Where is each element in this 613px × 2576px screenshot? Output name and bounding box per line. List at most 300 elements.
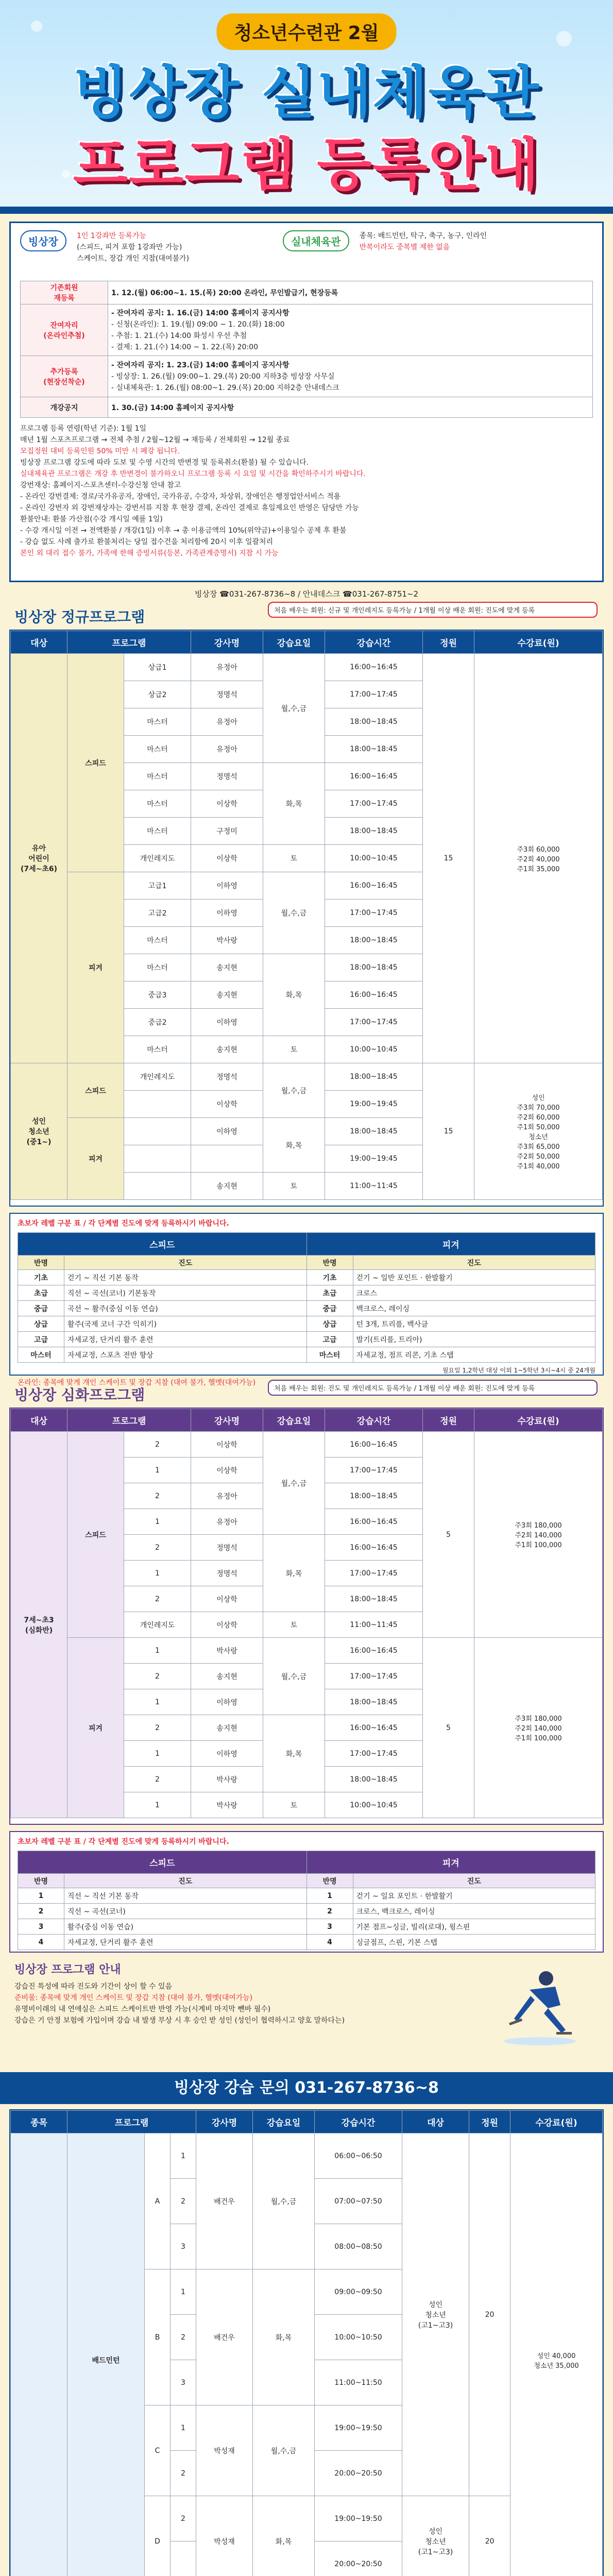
adv-head-target: 대상 (11, 1409, 67, 1432)
gym-cell-6: 09:00~09:50 (315, 2269, 402, 2315)
legend-cell-2: 상급 (306, 1316, 353, 1332)
gym-cell-6: 10:00~10:50 (315, 2315, 402, 2360)
gym-cell-5: 화,목 (253, 2496, 315, 2576)
cell-5: 18:00~18:45 (325, 1767, 423, 1792)
gym-cell-3: 2 (171, 2451, 196, 2496)
legend-cell-3: 걷기 ~ 일요 포인트 · 한발활기 (353, 1888, 595, 1904)
legend-cell-2: 3 (306, 1919, 353, 1935)
cell-3: 송지현 (191, 1173, 263, 1200)
rule-10: - 수강 개시일 이전 → 전액환불 / 개강(1일) 이후 → 총 이용금액의 10%(위약금)+이용일수 공제 후 환불 (20, 527, 347, 535)
cell-3: 이하영 (191, 900, 263, 927)
legend-cell-2: 중급 (306, 1301, 353, 1316)
cell-3: 이상학 (191, 1091, 263, 1118)
cell-3: 박사랑 (191, 1792, 263, 1818)
cell-5: 17:00~17:45 (325, 1561, 423, 1586)
cell-1: 피겨 (67, 1118, 124, 1200)
adv-head-program: 프로그램 (67, 1409, 191, 1432)
hero-banner (0, 0, 613, 214)
schedule-line-3c: - 실내체육관: 1. 26.(월) 08:00~1. 29.(목) 20:00 지하2층 안내데스크 (111, 383, 339, 392)
cell-2: 개인레지도 (124, 1063, 191, 1091)
cell-5: 10:00~10:45 (325, 845, 423, 872)
cell-3: 이하영 (191, 1689, 263, 1715)
legend-row (18, 1301, 595, 1316)
cell-3: 이하영 (191, 1118, 263, 1145)
cell-5: 18:00~18:45 (325, 1118, 423, 1145)
cell-5: 10:00~10:45 (325, 1792, 423, 1818)
cell-2 (124, 1091, 191, 1118)
schedule-text-4: 1. 30.(금) 14:00 홈페이지 공지사항 (108, 397, 593, 418)
cell-5: 19:00~19:45 (325, 1091, 423, 1118)
legend-cell-3: 백크로스, 레이싱 (353, 1301, 595, 1316)
regular-legend-title: 초보자 레벨 구분 표 / 각 단계별 진도에 맞게 등록하시기 바랍니다. (18, 1219, 229, 1228)
gym-cell-3: 1 (171, 2269, 196, 2315)
gym-cell-6: 20:00~20:50 (315, 2541, 402, 2576)
regular-program-table-box (9, 630, 604, 1207)
table-row (11, 1063, 603, 1091)
cell-4: 월,수,금 (263, 1432, 325, 1535)
gym-program-table (10, 2110, 603, 2576)
cell-5: 18:00~18:45 (325, 708, 423, 736)
cell-5: 17:00~17:45 (325, 1741, 423, 1767)
cell-2: 2 (124, 1432, 191, 1458)
cell-2: 2 (124, 1715, 191, 1741)
cell-1: 스피드 (67, 1432, 124, 1638)
cell-5: 16:00~16:45 (325, 872, 423, 900)
legend-cell-1: 자세교정, 단거리 활주 훈련 (64, 1935, 307, 1950)
adv-legend-sub-3: 반명 (306, 1874, 353, 1888)
cell-4: 화,목 (263, 1535, 325, 1612)
gym-cell-6: 19:00~19:50 (315, 2405, 402, 2451)
rule-7: - 온라인 강번결제: 경로/국가유공자, 장애인, 국가유공, 수강자, 차상위, 장애인은 행정업안서비스 적용 (20, 493, 341, 501)
legend-cell-1: 직선 ~ 곡선(코너) (64, 1904, 307, 1919)
rule-2: 매년 1월 스포츠프로그램 → 전체 추첨 / 2월~12월 → 재등록 / 전체회원 → 12월 종료 (20, 436, 290, 444)
cell-4: 월,수,금 (263, 1063, 325, 1118)
cell-2: 1 (124, 1458, 191, 1483)
cell-5: 17:00~17:45 (325, 681, 423, 708)
cell-1: 피겨 (67, 1638, 124, 1818)
cell-5: 16:00~16:45 (325, 1535, 423, 1561)
registration-overview (9, 222, 604, 582)
cell-3: 이상학 (191, 1612, 263, 1638)
advanced-callout: 처음 배우는 회원: 진도 및 개인레지도 등록가능 / 1개월 이상 배운 회원: 진도에 맞게 등록 (268, 1380, 598, 1396)
cell-2 (124, 1118, 191, 1145)
cell-5: 17:00~17:45 (325, 900, 423, 927)
cell-2: 개인레지도 (124, 1612, 191, 1638)
gym-label: 실내체육관 (283, 230, 349, 251)
cell-2: 1 (124, 1741, 191, 1767)
legend-sub-3: 반명 (306, 1256, 353, 1270)
gym-cell-8: 20 (469, 2133, 510, 2496)
cell-5: 17:00~17:45 (325, 1009, 423, 1036)
cell-5: 16:00~16:45 (325, 1638, 423, 1664)
regular-program-table (10, 631, 603, 1200)
legend-cell-0: 마스터 (18, 1347, 64, 1363)
reg-head-target: 대상 (11, 631, 67, 654)
cell-2: 마스터 (124, 927, 191, 954)
cell-3: 유정아 (191, 654, 263, 681)
cell-5: 11:00~11:45 (325, 1612, 423, 1638)
adv-legend-sub-4: 진도 (353, 1874, 595, 1888)
table-row (11, 2133, 603, 2179)
gym-cell-6: 19:00~19:50 (315, 2496, 402, 2541)
cell-2 (124, 1173, 191, 1200)
rule-5: 실내체육관 프로그램은 개강 후 반변경이 불가하오니 프로그램 등록 시 요일 및 시간을 확인하주시기 바랍니다. (20, 470, 366, 478)
cell-3: 송지현 (191, 1664, 263, 1689)
cell-7: 주3회 60,000 주2회 40,000 주1회 35,000 (474, 654, 603, 1063)
legend-cell-0: 상급 (18, 1316, 64, 1332)
cell-2: 마스터 (124, 708, 191, 736)
legend-cell-1: 직선 ~ 곡선(코너) 기본동작 (64, 1285, 307, 1301)
cell-5: 17:00~17:45 (325, 1458, 423, 1483)
schedule-line-3b: - 빙상장: 1. 26.(월) 09:00~1. 29.(목) 20:00 지하3층 빙상장 사무실 (111, 372, 335, 381)
cell-2: 상급2 (124, 681, 191, 708)
legend-cell-1: 걷기 ~ 직선 기본 동작 (64, 1270, 307, 1285)
cell-2: 1 (124, 1792, 191, 1818)
cell-1: 피겨 (67, 872, 124, 1063)
gym-cell-2: C (145, 2405, 171, 2496)
cell-3: 이하영 (191, 1741, 263, 1767)
gym-cell-5: 화,목 (253, 2269, 315, 2405)
schedule-label-2: 잔여자리 (온라인추첨) (21, 304, 108, 356)
gym-note-2: 반복이라도 중복별 제한 없음 (359, 243, 450, 251)
gym-head-instructor: 강사명 (196, 2111, 253, 2133)
cell-3: 송지현 (191, 954, 263, 981)
gym-cell-6: 20:00~20:50 (315, 2451, 402, 2496)
gym-head-sport: 종목 (11, 2111, 67, 2133)
cell-2: 2 (124, 1767, 191, 1792)
cell-3: 송지현 (191, 1715, 263, 1741)
adv-head-fee: 수강료(원) (474, 1409, 603, 1432)
legend-cell-0: 2 (18, 1904, 64, 1919)
gym-cell-5: 월,수,금 (253, 2405, 315, 2496)
gym-cell-2: A (145, 2133, 171, 2269)
legend-cell-2: 초급 (306, 1285, 353, 1301)
cell-2: 고급1 (124, 872, 191, 900)
adv-head-days: 강습요일 (263, 1409, 325, 1432)
cell-3: 유정아 (191, 1509, 263, 1535)
cell-2: 마스터 (124, 790, 191, 818)
cell-3: 송지현 (191, 981, 263, 1009)
title-line-1: 빙상장 실내체육관 (73, 60, 540, 126)
cell-5: 19:00~19:45 (325, 1145, 423, 1173)
cell-4: 토 (263, 1612, 325, 1638)
gym-cell-6: 07:00~07:50 (315, 2179, 402, 2224)
cell-2: 2 (124, 1535, 191, 1561)
cell-2: 중급2 (124, 1009, 191, 1036)
cell-5: 18:00~18:45 (325, 927, 423, 954)
legend-cell-3: 걷기 ~ 일반 포인트 · 한발활기 (353, 1270, 595, 1285)
rule-4: 빙상장 프로그램 강도에 따라 도보 및 수영 시간의 반변경 및 등록취소(환불) 될 수 있습니다. (20, 459, 309, 467)
schedule-line-2b: - 신청(온라인): 1. 19.(월) 09:00 ~ 1. 20.(화) 18:00 (111, 320, 285, 329)
adv-head-capacity: 정원 (423, 1409, 474, 1432)
cell-2: 1 (124, 1509, 191, 1535)
legend-cell-1: 자세교정, 단거리 활주 훈련 (64, 1332, 307, 1347)
gym-cell-3: 3 (171, 2224, 196, 2269)
advanced-program-title: 빙상장 심화프로그램 (14, 1386, 145, 1403)
cell-7: 주3회 180,000 주2회 140,000 주1회 100,000 (474, 1638, 603, 1818)
gym-cell-7: 성인 청소년 (고1~고3) (402, 2133, 469, 2496)
cell-2: 마스터 (124, 818, 191, 845)
gym-cell-3: 1 (171, 2133, 196, 2179)
gym-head-fee: 수강료(원) (510, 2111, 603, 2133)
gym-head-target: 대상 (402, 2111, 469, 2133)
cell-2: 마스터 (124, 763, 191, 790)
schedule-label-4: 개강공지 (21, 397, 108, 418)
cell-5: 18:00~18:45 (325, 736, 423, 763)
cell-3: 이하영 (191, 1009, 263, 1036)
cell-3: 박사랑 (191, 1638, 263, 1664)
cell-4: 토 (263, 845, 325, 872)
gym-head-days: 강습요일 (253, 2111, 315, 2133)
adv-legend-sub-2: 진도 (64, 1874, 307, 1888)
legend-row (18, 1904, 595, 1919)
cell-0: 성인 청소년 (중1~) (11, 1063, 67, 1200)
regular-legend-note: 월요일 1,2학년 대상 이외 1~5학년 3시~4시 중 24개월 (442, 1367, 595, 1374)
cell-5: 18:00~18:45 (325, 1586, 423, 1612)
advanced-info-title: 빙상장 프로그램 안내 (14, 1963, 121, 1976)
legend-cell-0: 초급 (18, 1285, 64, 1301)
cell-2: 마스터 (124, 736, 191, 763)
cell-4: 화,목 (263, 954, 325, 1036)
org-badge: 청소년수련관 2월 (216, 13, 396, 50)
rules-list (20, 423, 593, 559)
legend-cell-1: 자세교정, 스포츠 전반 향상 (64, 1347, 307, 1363)
skater-illustration (499, 1964, 581, 2046)
legend-row (18, 1270, 595, 1285)
cell-5: 17:00~17:45 (325, 1664, 423, 1689)
adv-head-time: 강습시간 (325, 1409, 423, 1432)
legend-cell-2: 1 (306, 1888, 353, 1904)
advanced-program-table (10, 1409, 603, 1818)
gym-cell-8: 20 (469, 2496, 510, 2576)
advanced-info (14, 1961, 599, 2069)
ice-rink-label: 빙상장 (20, 230, 66, 251)
cell-7: 주3회 180,000 주2회 140,000 주1회 100,000 (474, 1432, 603, 1638)
cell-3: 정명석 (191, 1063, 263, 1091)
cell-5: 18:00~18:45 (325, 1483, 423, 1509)
adv-head-instructor: 강사명 (191, 1409, 263, 1432)
legend-row (18, 1316, 595, 1332)
reg-head-program: 프로그램 (67, 631, 191, 654)
cell-1: 스피드 (67, 1063, 124, 1118)
schedule-line-2a: - 잔여자리 공지: 1. 16.(금) 14:00 홈페이지 공지사항 (111, 309, 290, 317)
regular-program-title: 빙상장 정규프로그램 (14, 608, 145, 625)
cell-5: 18:00~18:45 (325, 1063, 423, 1091)
gym-cell-2: D (145, 2496, 171, 2576)
advanced-legend-title: 초보자 레벨 구분 표 / 각 단계별 진도에 맞게 등록하시기 바랍니다. (18, 1838, 229, 1846)
rule-9: 환불안내: 환불 가산점(수강 개시일 예를 1일) (20, 515, 163, 523)
table-row (11, 1432, 603, 1458)
rule-12: 본인 외 대리 접수 불가, 가족에 한해 증빙서류(등본, 가족관계증명서) 지참 시 가능 (20, 549, 279, 557)
cell-6: 15 (423, 1063, 474, 1200)
gym-cell-2: B (145, 2269, 171, 2405)
cell-2: 마스터 (124, 1036, 191, 1063)
cell-0: 7세~초3 (심화반) (11, 1432, 67, 1818)
gym-head-program: 프로그램 (67, 2111, 196, 2133)
gym-cell-7: 성인 청소년 (고1~고3) (402, 2496, 469, 2576)
advanced-program-table-box (9, 1408, 604, 1825)
legend-cell-2: 마스터 (306, 1347, 353, 1363)
cell-5: 18:00~18:45 (325, 818, 423, 845)
table-row (11, 654, 603, 681)
cell-2: 고급2 (124, 900, 191, 927)
gym-cell-4: 박성재 (196, 2405, 253, 2496)
reg-head-time: 강습시간 (325, 631, 423, 654)
regular-callout: 처음 배우는 회원: 신규 및 개인레지도 등록가능 / 1개월 이상 배운 회원: 진도에 맞게 등록 (268, 602, 598, 618)
rule-6: 강번재상: 홈페이지-스포츠센터-수강신청 안내 참고 (20, 481, 181, 489)
title-line-2: 프로그램 등록안내 (73, 132, 540, 198)
cell-5: 18:00~18:45 (325, 954, 423, 981)
gym-cell-3: 3 (171, 2360, 196, 2405)
cell-4: 월,수,금 (263, 1638, 325, 1715)
legend-cell-0: 4 (18, 1935, 64, 1950)
adv-info-2: 준비물: 종목에 맞게 개인 스케이트 및 장갑 지참 (대여 불가, 헬멧(대여가능) (14, 1994, 253, 2002)
adv-info-3: 유명비이래의 내 연애실은 스피드 스케이트반 반영 가능(시계비 마지막 뺀바 필수) (14, 2005, 271, 2013)
legend-cell-0: 중급 (18, 1301, 64, 1316)
gym-cell-3: 2 (171, 2179, 196, 2224)
cell-3: 유정아 (191, 1483, 263, 1509)
cell-3 (191, 1145, 263, 1173)
cell-3: 정명석 (191, 1561, 263, 1586)
advanced-level-legend (9, 1831, 604, 1953)
legend-cell-0: 3 (18, 1919, 64, 1935)
cell-3: 이상학 (191, 845, 263, 872)
legend-cell-0: 기초 (18, 1270, 64, 1285)
cell-3: 정명석 (191, 1535, 263, 1561)
cell-2 (124, 1145, 191, 1173)
rule-11: - 강습 없도 사례 출가로 환불처리는 당일 접수건을 처리함에 20시 이후 일괄처리 (20, 538, 274, 546)
cell-2: 1 (124, 1561, 191, 1586)
cell-7: 성인 주3회 70,000 주2회 60,000 주1회 50,000 청소년 주3회 65,000 주2회 50,000 주1회 40,000 (474, 1063, 603, 1200)
gym-cell-3 (171, 2541, 196, 2576)
table-row (11, 1638, 603, 1664)
gym-cell-0 (11, 2133, 67, 2576)
cell-3: 유정아 (191, 736, 263, 763)
legend-row (18, 1347, 595, 1363)
rule-1: 프로그램 등록 연령(학년 기준): 1월 1일 (20, 425, 147, 433)
adv-legend-sub-1: 반명 (18, 1874, 64, 1888)
cell-2: 1 (124, 1638, 191, 1664)
legend-row (18, 1919, 595, 1935)
legend-row (18, 1888, 595, 1904)
cell-3: 이하영 (191, 872, 263, 900)
legend-cell-2: 4 (306, 1935, 353, 1950)
reg-head-fee: 수강료(원) (474, 631, 603, 654)
legend-row (18, 1935, 595, 1950)
schedule-line-2c: - 추첨: 1. 21.(수) 14:00 화성시 우선 추첨 (111, 331, 247, 340)
cell-5: 16:00~16:45 (325, 763, 423, 790)
gym-cell-3: 1 (171, 2405, 196, 2451)
cell-5: 16:00~16:45 (325, 981, 423, 1009)
legend-cell-2: 2 (306, 1904, 353, 1919)
legend-cell-1: 곡선 ~ 활주(중심 이동 연습) (64, 1301, 307, 1316)
cell-5: 18:00~18:45 (325, 1689, 423, 1715)
cell-3: 정명석 (191, 681, 263, 708)
gym-cell-4: 배건우 (196, 2133, 253, 2269)
schedule-label-3: 추가등록 (현장선착순) (21, 356, 108, 397)
cell-5: 17:00~17:45 (325, 790, 423, 818)
gym-cell-3: 2 (171, 2315, 196, 2360)
gym-cell-6: 11:00~11:50 (315, 2360, 402, 2405)
adv-legend-head-figure: 피겨 (306, 1851, 595, 1874)
legend-cell-2: 고급 (306, 1332, 353, 1347)
cell-3: 이상학 (191, 790, 263, 818)
legend-row (18, 1332, 595, 1347)
regular-level-legend (9, 1213, 604, 1387)
cell-4: 토 (263, 1792, 325, 1818)
cell-5: 11:00~11:45 (325, 1173, 423, 1200)
legend-sub-4: 진도 (353, 1256, 595, 1270)
regular-legend-note2: 온라인: 종목에 맞게 개인 스케이트 및 장갑 지참 (대여 불가, 헬멧(대여가능) (18, 1379, 256, 1387)
cell-2: 1 (124, 1689, 191, 1715)
gym-cell-4: 박성재 (196, 2496, 253, 2576)
cell-2: 마스터 (124, 954, 191, 981)
rule-3: 모집정원 대비 등록인원 50% 미만 시 폐강 됩니다. (20, 447, 180, 455)
cell-2: 개인레지도 (124, 845, 191, 872)
cell-4: 화,목 (263, 1118, 325, 1173)
reg-head-days: 강습요일 (263, 631, 325, 654)
gym-program-table-box (9, 2109, 604, 2576)
legend-cell-3: 싱글점프, 스핀, 기본 스텝 (353, 1935, 595, 1950)
cell-6: 15 (423, 654, 474, 1063)
legend-cell-3: 자세교정, 점프 리콘, 기초 스탭 (353, 1347, 595, 1363)
legend-row (18, 1285, 595, 1301)
ice-note-2: (스피드, 피겨 포함 1강좌만 가능) (76, 243, 182, 251)
cell-6: 5 (423, 1432, 474, 1638)
cell-3: 이상학 (191, 1458, 263, 1483)
cell-3: 구정미 (191, 818, 263, 845)
gym-head-time: 강습시간 (315, 2111, 402, 2133)
ice-note-1: 1인 1강좌만 등록가능 (76, 232, 146, 240)
cell-2: 2 (124, 1483, 191, 1509)
legend-head-figure: 피겨 (306, 1233, 595, 1256)
cell-1: 스피드 (67, 654, 124, 872)
cell-3: 박사랑 (191, 1767, 263, 1792)
contact-line: 빙상장 ☎031-267-8736~8 / 안내데스크 ☎031-267-8751~2 (194, 589, 419, 599)
schedule-line-3a: - 잔여자리 공지: 1. 23.(금) 14:00 홈페이지 공지사항 (111, 361, 290, 369)
gym-cell-6: 06:00~06:50 (315, 2133, 402, 2179)
cell-4: 토 (263, 1173, 325, 1200)
cell-4: 월,수,금 (263, 654, 325, 763)
cell-4: 토 (263, 1036, 325, 1063)
cell-5: 16:00~16:45 (325, 1715, 423, 1741)
schedule-label-1: 기존회원 재등록 (21, 281, 108, 304)
adv-info-4: 강습은 기 안정 보험에 가입이며 강습 내 발생 부상 시 후 승인 받 성인 (성인이 협력하시고 양호 말하다는) (14, 2016, 345, 2025)
legend-cell-3: 발기(트리플, 트리아) (353, 1332, 595, 1347)
cell-2: 2 (124, 1586, 191, 1612)
cell-3: 송지현 (191, 1036, 263, 1063)
reg-head-capacity: 정원 (423, 631, 474, 654)
cell-2: 상급1 (124, 654, 191, 681)
gym-cell-4: 배건우 (196, 2269, 253, 2405)
cell-2: 2 (124, 1664, 191, 1689)
cell-3: 정명석 (191, 763, 263, 790)
legend-cell-3: 크로스, 백크로스, 레이싱 (353, 1904, 595, 1919)
regular-legend-table (18, 1232, 595, 1363)
ice-note-3: 스케이트, 장갑 개인 지참(대여불가) (76, 255, 190, 263)
cell-6: 5 (423, 1638, 474, 1818)
legend-cell-3: 기본 점프~싱글, 빌리(로대), 윙스핀 (353, 1919, 595, 1935)
gym-cell-6: 08:00~08:50 (315, 2224, 402, 2269)
legend-cell-0: 고급 (18, 1332, 64, 1347)
cell-3: 유정아 (191, 708, 263, 736)
cell-3: 이상학 (191, 1586, 263, 1612)
cell-5: 16:00~16:45 (325, 1509, 423, 1535)
cell-0: 유아 어린이 (7세~초6) (11, 654, 67, 1063)
gym-head-capacity: 정원 (469, 2111, 510, 2133)
legend-sub-2: 진도 (64, 1256, 307, 1270)
cell-5: 16:00~16:45 (325, 1432, 423, 1458)
